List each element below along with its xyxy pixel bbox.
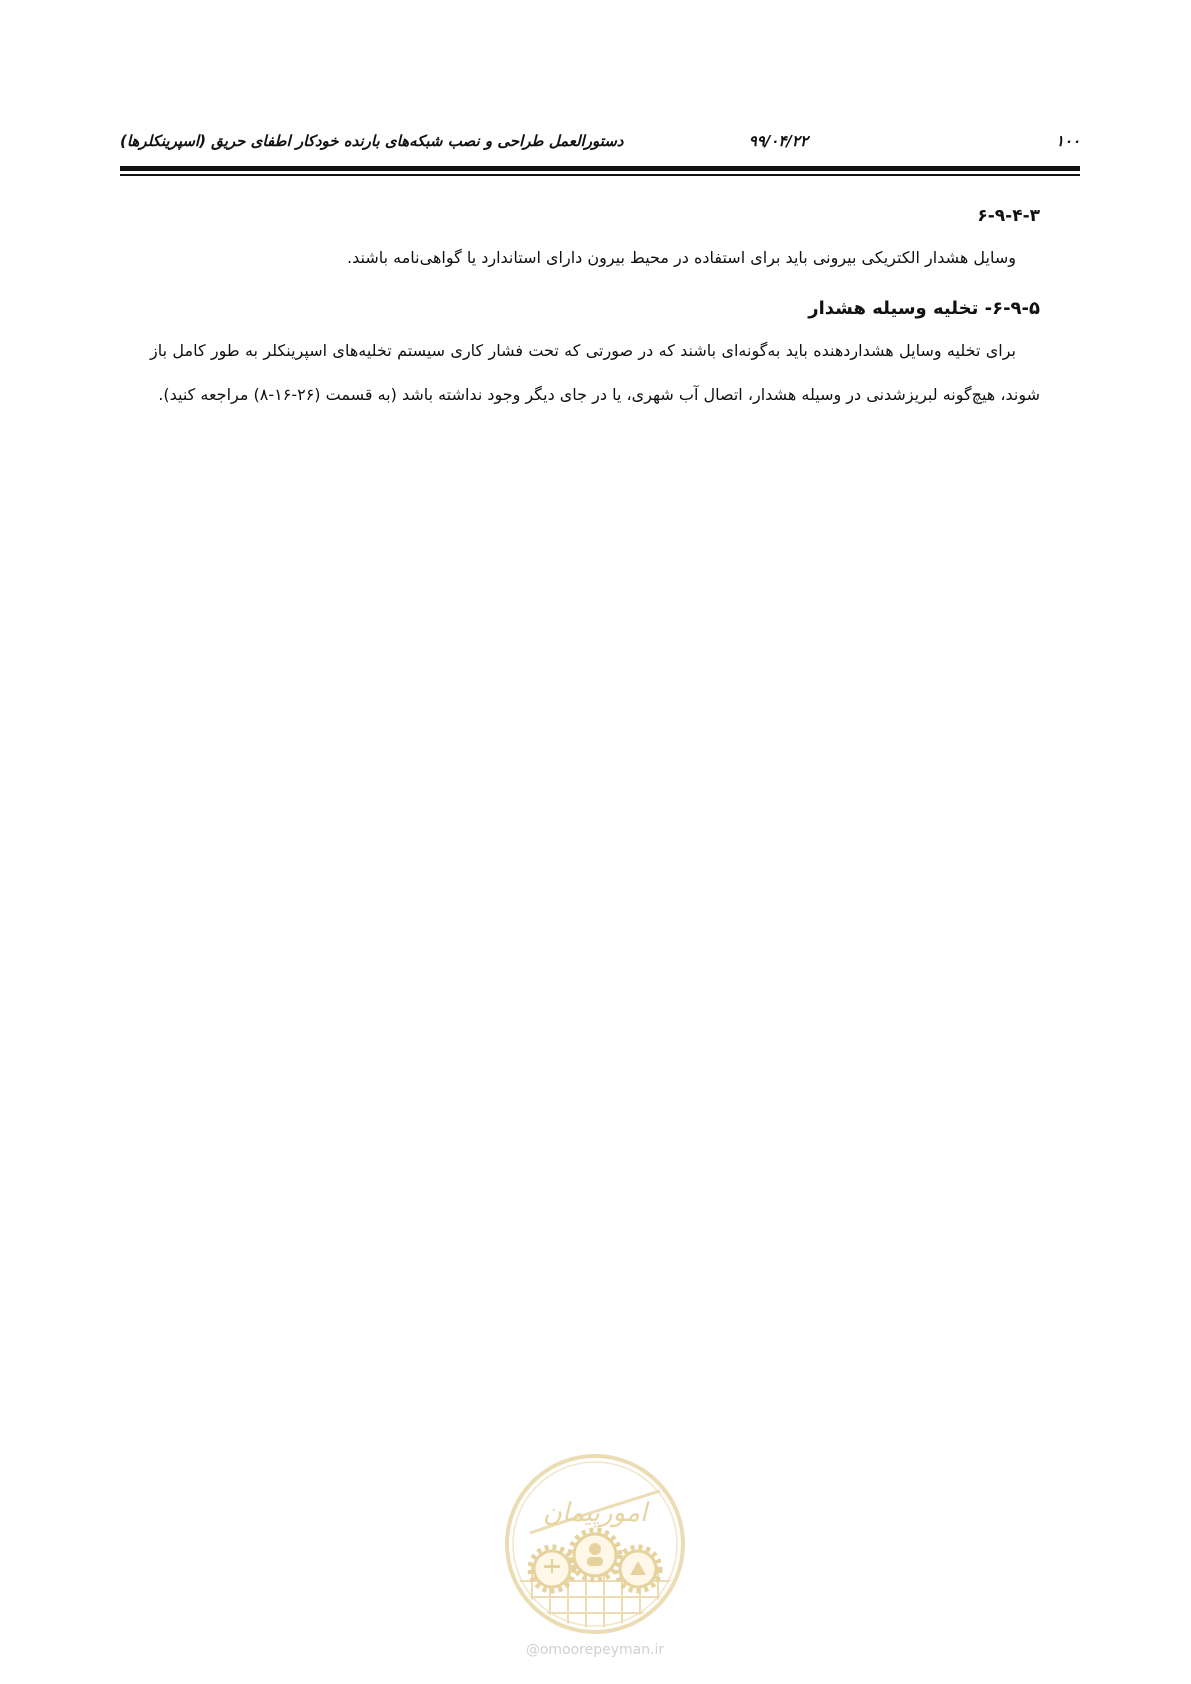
section-6-9-5-paragraph: برای تخلیه وسایل هشداردهنده باید به‌گونه‌ای باشند که در صورتی که تحت فشار کاری سیستم تخلیه‌های اسپرینکلر به طور کامل باز شوند، هیچ‌گونه لبریزشدنی در وسیله هشدار، اتصال آب شهری، یا در جای دیگر وجود نداشته باشد (به قسمت (۲۶-۱۶-۸) مراجعه کنید).	[150, 341, 1040, 404]
watermark-website: @omoorepeyman.ir	[525, 1642, 665, 1658]
header-rule-thick	[120, 166, 1080, 171]
watermark-logo	[502, 1451, 688, 1637]
page-number: ۱۰۰	[1055, 132, 1080, 150]
section-6-9-4-3-paragraph: وسایل هشدار الکتریکی بیرونی باید برای استفاده در محیط بیرون دارای استاندارد یا گواهی‌نامه باشند.	[347, 248, 1016, 267]
section-number-6-9-4-3: ۶-۹-۴-۳	[977, 206, 1040, 226]
header-title: دستورالعمل طراحی و نصب شبکه‌های بارنده خودکار اطفای حریق (اسپرینکلرها)	[120, 132, 624, 150]
page-header	[120, 128, 1080, 162]
main-content	[150, 200, 1040, 417]
header-date: ۹۹/۰۴/۲۲	[748, 132, 808, 150]
section-heading-6-9-5: ۶-۹-۵- تخلیه وسیله هشدار	[808, 298, 1040, 319]
header-rule-thin	[120, 174, 1080, 176]
watermark-logo-text: امورپیمان	[542, 1498, 648, 1528]
